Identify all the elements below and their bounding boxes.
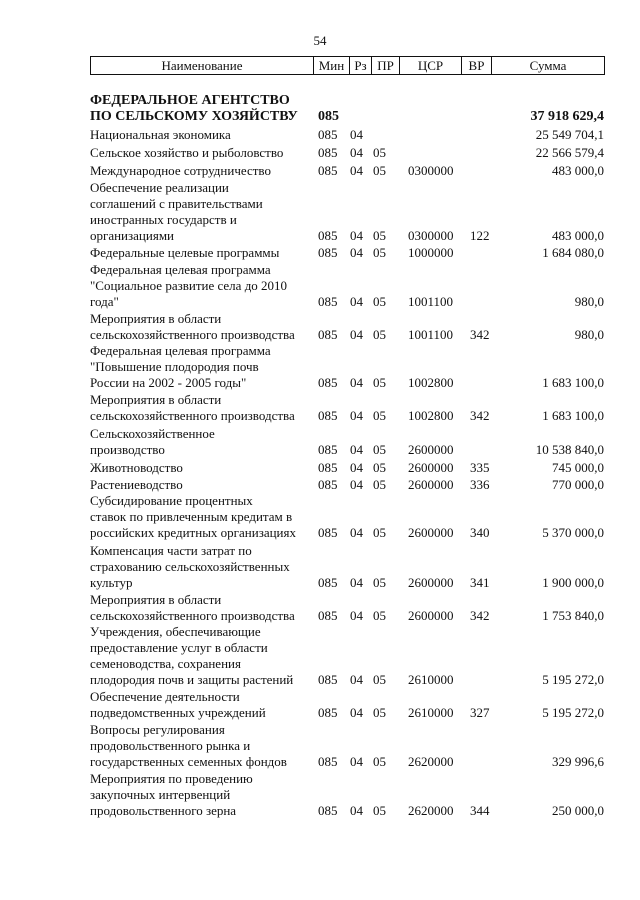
row-pr: 05: [373, 525, 386, 540]
row-min: 085: [318, 477, 338, 492]
row-csr: 2600000: [408, 477, 454, 492]
row-pr: 05: [373, 228, 386, 243]
row-rz: 04: [350, 408, 363, 423]
row-sum: 1 684 080,0: [542, 245, 604, 260]
row-min: 085: [318, 145, 338, 160]
row-min: 085: [318, 442, 338, 457]
row-csr: 2600000: [408, 608, 454, 623]
row-min: 085: [318, 375, 338, 390]
row-vr: 336: [470, 477, 490, 492]
row-csr: 1001100: [408, 327, 454, 342]
row-sum: 5 195 272,0: [542, 705, 604, 720]
row-sum: 5 195 272,0: [542, 672, 604, 687]
row-rz: 04: [350, 327, 363, 342]
row-rz: 04: [350, 803, 363, 818]
row-rz: 04: [350, 705, 363, 720]
row-pr: 05: [373, 375, 386, 390]
row-name: Федеральная целевая программа "Повышение плодородия почв России на 2002 - 2005 годы": [90, 343, 271, 390]
row-pr: 05: [373, 163, 386, 178]
row-pr: 05: [373, 145, 386, 160]
row-name: Федеральная целевая программа "Социальное развитие села до 2010 года": [90, 262, 288, 309]
row-sum: 483 000,0: [552, 163, 604, 178]
row-name: Обеспечение реализации соглашений с правительствами иностранных государств и организациями: [90, 180, 263, 243]
row-csr: 1001100: [408, 294, 454, 309]
row-name: Сельскохозяйственное производство: [90, 426, 215, 457]
row-name: Мероприятия в области сельскохозяйственного производства: [90, 311, 295, 342]
row-csr: 2600000: [408, 460, 454, 475]
row-pr: 05: [373, 477, 386, 492]
row-pr: 05: [373, 575, 386, 590]
row-min: 085: [318, 575, 338, 590]
row-pr: 05: [373, 803, 386, 818]
row-min: 085: [318, 127, 338, 142]
row-sum: 329 996,6: [552, 754, 604, 769]
row-name: Учреждения, обеспечивающие предоставление услуг в области семеноводства, сохранения плодородия почв и защиты растений: [90, 624, 294, 687]
row-sum: 1 900 000,0: [542, 575, 604, 590]
row-min: 085: [318, 672, 338, 687]
row-sum: 22 566 579,4: [535, 145, 604, 160]
row-csr: 2620000: [408, 803, 454, 818]
row-rz: 04: [350, 525, 363, 540]
row-csr: 2600000: [408, 575, 454, 590]
row-min: 085: [318, 294, 338, 309]
row-name: Мероприятия в области сельскохозяйственного производства: [90, 592, 295, 623]
row-rz: 04: [350, 754, 363, 769]
row-sum: 1 683 100,0: [542, 408, 604, 423]
row-sum: 25 549 704,1: [535, 127, 604, 142]
row-sum: 1 753 840,0: [542, 608, 604, 623]
row-pr: 05: [373, 245, 386, 260]
row-name: Мероприятия по проведению закупочных интервенций продовольственного зерна: [90, 771, 253, 818]
row-sum: 980,0: [574, 327, 604, 342]
row-name: ФЕДЕРАЛЬНОЕ АГЕНТСТВО ПО СЕЛЬСКОМУ ХОЗЯЙСТВУ: [90, 93, 298, 124]
row-pr: 05: [373, 754, 386, 769]
row-name: Компенсация части затрат по страхованию сельскохозяйственных культур: [90, 543, 290, 590]
row-pr: 05: [373, 294, 386, 309]
row-sum: 745 000,0: [552, 460, 604, 475]
row-rz: 04: [350, 608, 363, 623]
row-csr: 2610000: [408, 705, 454, 720]
row-name: Животноводство: [90, 460, 183, 475]
row-name: Обеспечение деятельности подведомственных учреждений: [90, 689, 266, 720]
row-rz: 04: [350, 442, 363, 457]
row-min: 085: [318, 408, 338, 423]
row-rz: 04: [350, 294, 363, 309]
row-rz: 04: [350, 375, 363, 390]
row-pr: 05: [373, 408, 386, 423]
row-pr: 05: [373, 705, 386, 720]
row-rz: 04: [350, 163, 363, 178]
header-vr: ВР: [461, 57, 491, 74]
row-vr: 122: [470, 228, 490, 243]
header-csr: ЦСР: [399, 57, 461, 74]
row-name: Сельское хозяйство и рыболовство: [90, 145, 284, 160]
row-min: 085: [318, 705, 338, 720]
row-vr: 327: [470, 705, 490, 720]
row-sum: 770 000,0: [552, 477, 604, 492]
row-csr: 2600000: [408, 525, 454, 540]
row-min: 085: [318, 460, 338, 475]
page-number: 54: [313, 33, 327, 48]
row-csr: 2620000: [408, 754, 454, 769]
row-csr: 1002800: [408, 375, 454, 390]
row-pr: 05: [373, 460, 386, 475]
header-rz: Рз: [349, 57, 371, 74]
row-sum: 37 918 629,4: [530, 109, 604, 124]
row-vr: 342: [470, 608, 490, 623]
row-min: 085: [318, 163, 338, 178]
row-min: 085: [318, 803, 338, 818]
row-sum: 10 538 840,0: [535, 442, 604, 457]
header-name: Наименование: [161, 58, 243, 73]
row-vr: 342: [470, 408, 490, 423]
row-vr: 335: [470, 460, 490, 475]
row-rz: 04: [350, 245, 363, 260]
row-sum: 5 370 000,0: [542, 525, 604, 540]
row-rz: 04: [350, 575, 363, 590]
row-name: Национальная экономика: [90, 127, 231, 142]
row-pr: 05: [373, 442, 386, 457]
row-sum: 1 683 100,0: [542, 375, 604, 390]
header-pr: ПР: [371, 57, 399, 74]
row-pr: 05: [373, 608, 386, 623]
row-rz: 04: [350, 460, 363, 475]
row-min: 085: [318, 608, 338, 623]
row-min: 085: [318, 109, 339, 124]
row-csr: 1000000: [408, 245, 454, 260]
row-sum: 483 000,0: [552, 228, 604, 243]
row-min: 085: [318, 228, 338, 243]
row-min: 085: [318, 754, 338, 769]
row-csr: 2600000: [408, 442, 454, 457]
row-name: Субсидирование процентных ставок по привлеченным кредитам в российских кредитных организациях: [90, 493, 296, 540]
row-csr: 1002800: [408, 408, 454, 423]
row-pr: 05: [373, 672, 386, 687]
header-min: Мин: [313, 57, 349, 74]
row-min: 085: [318, 525, 338, 540]
row-vr: 344: [470, 803, 490, 818]
row-vr: 342: [470, 327, 490, 342]
row-name: Международное сотрудничество: [90, 163, 271, 178]
row-sum: 980,0: [574, 294, 604, 309]
row-csr: 2610000: [408, 672, 454, 687]
row-min: 085: [318, 327, 338, 342]
row-name: Мероприятия в области сельскохозяйственного производства: [90, 392, 295, 423]
row-sum: 250 000,0: [552, 803, 604, 818]
table-header: [90, 56, 605, 75]
row-min: 085: [318, 245, 338, 260]
row-rz: 04: [350, 127, 363, 142]
row-vr: 341: [470, 575, 490, 590]
row-csr: 0300000: [408, 228, 454, 243]
row-csr: 0300000: [408, 163, 454, 178]
row-rz: 04: [350, 228, 363, 243]
row-vr: 340: [470, 525, 490, 540]
row-pr: 05: [373, 327, 386, 342]
row-name: Вопросы регулирования продовольственного рынка и государственных семенных фондов: [90, 722, 287, 769]
header-sum: Сумма: [491, 57, 604, 74]
row-rz: 04: [350, 477, 363, 492]
row-rz: 04: [350, 672, 363, 687]
row-name: Федеральные целевые программы: [90, 245, 280, 260]
row-name: Растениеводство: [90, 477, 183, 492]
row-rz: 04: [350, 145, 363, 160]
